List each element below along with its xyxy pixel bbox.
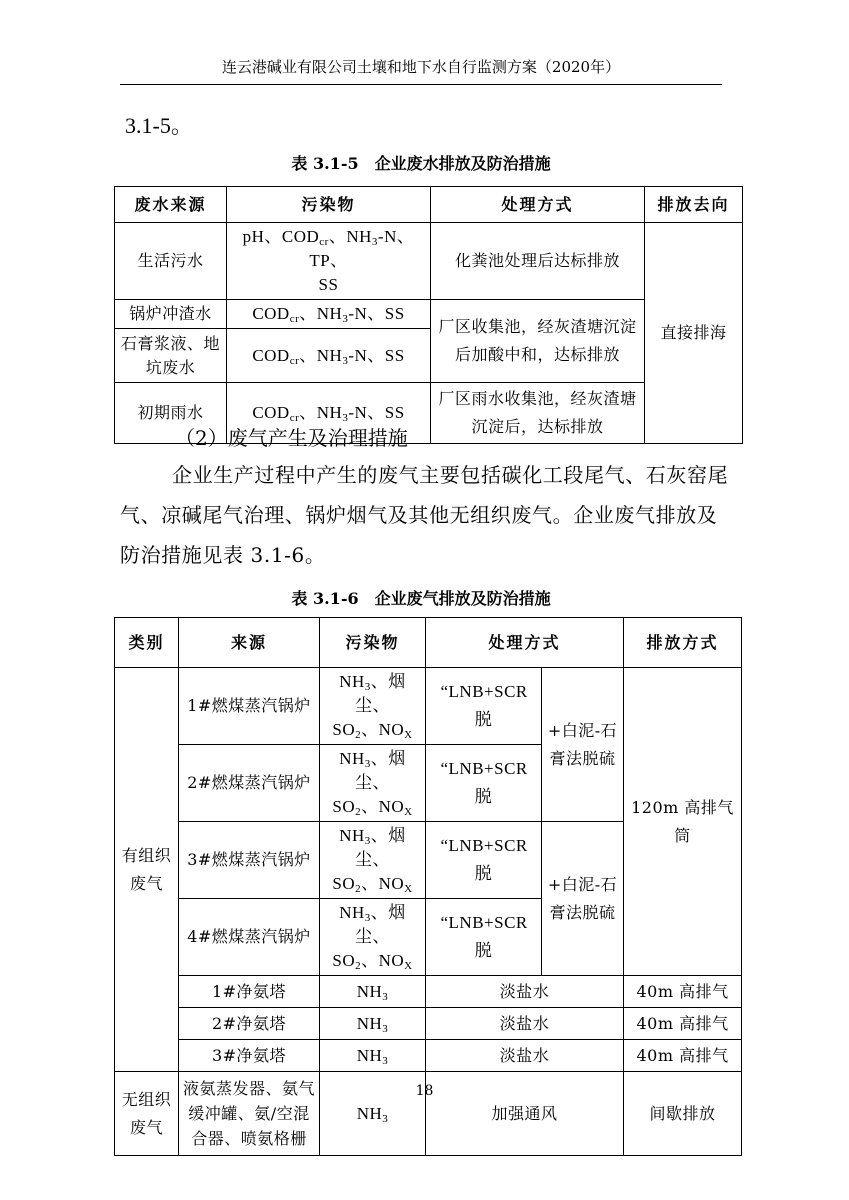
wastewater-table [114,186,743,444]
boiler-denox [426,745,542,822]
row-treatment: 厂区雨水收集池，经灰渣塘沉淀后，达标排放 [431,383,645,444]
row-pollutants: $COD_{cr}$、$NH_3-N$、SS [227,383,431,444]
boiler-emission [624,668,742,976]
row-source: 初期雨水 [115,383,227,444]
boiler-denox [426,668,542,745]
boiler-pollutants: $NH_3$、烟尘、 $SO_2$、$NO_X$ [320,822,426,899]
denox-label: “LNB+SCR脱 [440,836,528,883]
row-pollutants: $COD_{cr}$、$NH_3-N$、SS [227,329,431,383]
boiler-pollutants: $NH_3$、烟尘、 $SO_2$、$NO_X$ [320,745,426,822]
table2-header-pollutants: 污染物 [320,618,426,668]
table-row [115,668,742,745]
row-source: 锅炉冲渣水 [115,300,227,329]
category-organized [115,668,179,1072]
boiler-pollutants: $NH_3$、烟尘、 $SO_2$、$NO_X$ [320,899,426,976]
desulfurization-label: +白泥-石膏法脱硫 [547,720,618,768]
desulfurization-label: +白泥-石膏法脱硫 [547,874,618,922]
fugitive-source: 液氨蒸发器、氨气缓冲罐、氨/空混合器、喷氨格栅 [179,1072,320,1156]
denox-label: “LNB+SCR脱 [440,759,528,806]
fugitive-pollutant: $NH_3$ [320,1072,426,1156]
continuation-text: 3.1-5。 [125,113,193,138]
boiler-emission-label: 120m 高排气筒 [631,797,734,845]
table1-header-pollutants: 污染物 [227,187,431,223]
tower-source: 1#净氨塔 [179,976,320,1008]
table2-header-source: 来源 [179,618,320,668]
table2-header-treatment: 处理方式 [426,618,624,668]
page-number: 18 [415,1083,434,1099]
fugitive-emission: 间歇排放 [624,1072,742,1156]
denox-label: “LNB+SCR脱 [440,913,528,960]
section-heading: （2）废气产生及治理措施 [175,426,408,450]
tower-source: 2#净氨塔 [179,1008,320,1040]
row-source: 石膏浆液、地坑废水 [115,329,227,383]
row-treatment: 化粪池处理后达标排放 [431,223,645,300]
category-organized-label: 有组织废气 [121,845,172,893]
desulfurization-cell [542,668,624,822]
row-pollutants: pH、$COD_{cr}$、$NH_3-N$、TP、 SS [227,223,431,300]
tower-emission: 40m 高排气 [624,1008,742,1040]
boiler-source: 3#燃煤蒸汽锅炉 [179,822,320,899]
boiler-denox [426,822,542,899]
table2-caption: 表 3.1-6 企业废气排放及防治措施 [291,589,551,608]
desulfurization-cell [542,822,624,976]
row-source: 生活污水 [115,223,227,300]
boiler-source: 2#燃煤蒸汽锅炉 [179,745,320,822]
body-paragraph [120,455,734,575]
table2-header-category: 类别 [115,618,179,668]
row-treatment: 厂区收集池，经灰渣塘沉淀后加酸中和，达标排放 [431,300,645,383]
table-row [115,976,742,1008]
tower-pollutant: $NH_3$ [320,1040,426,1072]
category-fugitive-label: 无组织废气 [121,1089,172,1137]
tower-emission: 40m 高排气 [624,1040,742,1072]
boiler-pollutants: $NH_3$、烟尘、 $SO_2$、$NO_X$ [320,668,426,745]
table-row [115,223,743,300]
tower-treatment: 淡盐水 [426,1008,624,1040]
waste-gas-table [114,617,742,1156]
table2-header-emission: 排放方式 [624,618,742,668]
paragraph-text: 企业生产过程中产生的废气主要包括碳化工段尾气、石灰窑尾气、凉碱尾气治理、锅炉烟气及其他无组织废气。企业废气排放及防治措施见表 3.1-6。 [120,463,729,567]
tower-source: 3#净氨塔 [179,1040,320,1072]
header-rule [120,84,722,85]
tower-treatment: 淡盐水 [426,976,624,1008]
table1-caption: 表 3.1-5 企业废水排放及防治措施 [291,154,551,173]
tower-emission: 40m 高排气 [624,976,742,1008]
tower-pollutant: $NH_3$ [320,976,426,1008]
denox-label: “LNB+SCR脱 [440,682,528,729]
fugitive-treatment: 加强通风 [426,1072,624,1156]
running-header: 连云港碱业有限公司土壤和地下水自行监测方案（2020年） [221,58,621,76]
table1-header-destination: 排放去向 [645,187,743,223]
table-row [115,1008,742,1040]
table1-header-source: 废水来源 [115,187,227,223]
boiler-source: 1#燃煤蒸汽锅炉 [179,668,320,745]
boiler-source: 4#燃煤蒸汽锅炉 [179,899,320,976]
tower-pollutant: $NH_3$ [320,1008,426,1040]
table-row [115,1040,742,1072]
tower-treatment: 淡盐水 [426,1040,624,1072]
boiler-denox [426,899,542,976]
row-pollutants: $COD_{cr}$、$NH_3-N$、SS [227,300,431,329]
table1-header-treatment: 处理方式 [431,187,645,223]
destination-cell: 直接排海 [645,223,743,444]
